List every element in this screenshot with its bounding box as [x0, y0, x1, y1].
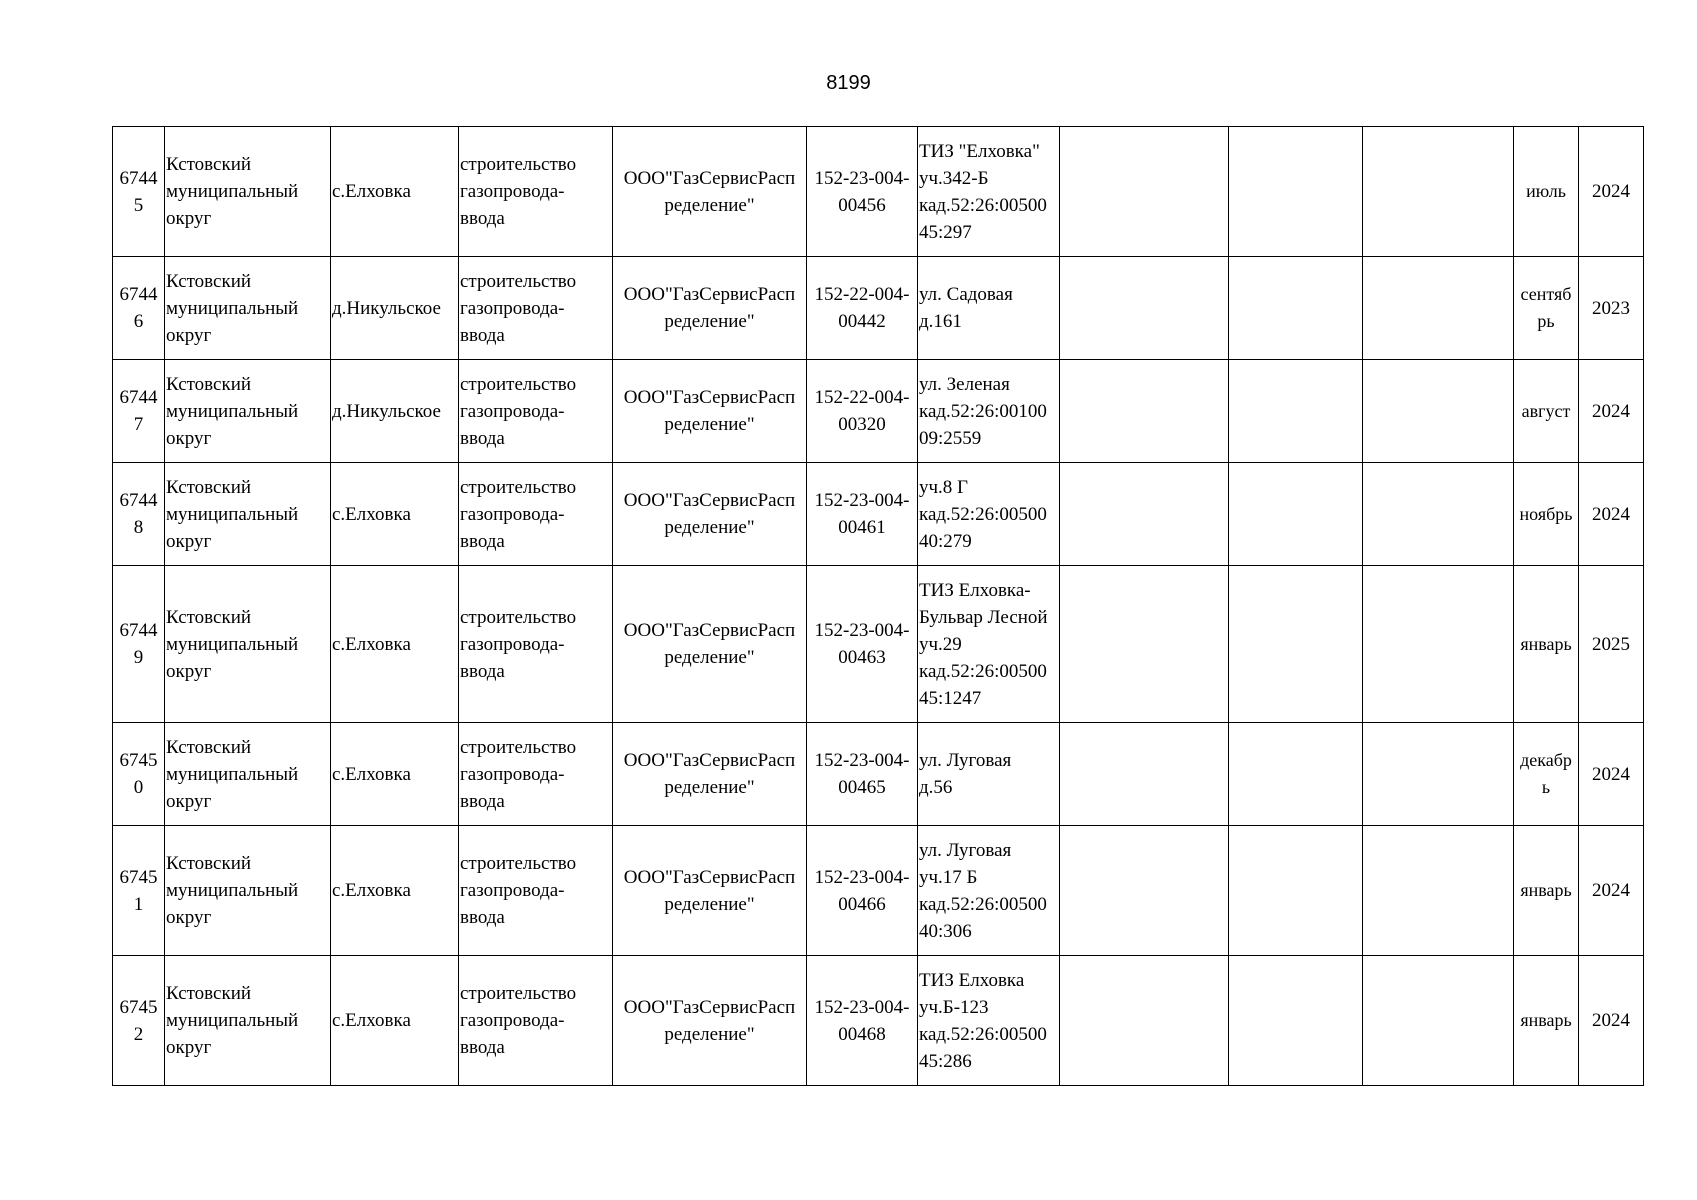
address-cell — [918, 463, 1060, 566]
work-type-line: строительство — [460, 736, 577, 758]
month-line: август — [1521, 400, 1571, 421]
year-cell: 2023 — [1579, 257, 1644, 360]
district-cell — [165, 826, 331, 956]
work-type-line: газопровода- — [460, 400, 565, 422]
month-line: январь — [1520, 633, 1572, 654]
work-type-line: газопровода- — [460, 503, 565, 525]
work-type-cell — [459, 463, 613, 566]
application-code-line: 00320 — [838, 414, 886, 435]
application-code-line: 152-23-004- — [814, 167, 910, 189]
application-code-line: 00468 — [838, 1023, 886, 1045]
settlement-cell: д.Никульское — [331, 360, 459, 463]
month-cell — [1514, 566, 1579, 723]
table-row — [113, 566, 1644, 723]
address-line: кад.52:26:00500 — [919, 893, 1047, 915]
settlement-cell: с.Елховка — [331, 127, 459, 257]
row-number-line: 6 — [133, 311, 144, 332]
application-code-cell — [807, 127, 918, 257]
empty-cell — [1363, 566, 1514, 723]
address-cell — [918, 257, 1060, 360]
empty-cell — [1363, 956, 1514, 1086]
organization-line: ООО"ГазСервисРасп — [623, 167, 796, 189]
address-line: ТИЗ Елховка — [919, 969, 1025, 991]
organization-line: ределение" — [664, 893, 755, 915]
application-code-line: 00465 — [838, 777, 886, 798]
row-number-cell — [113, 956, 165, 1086]
organization-cell — [613, 956, 807, 1086]
application-code-line: 00442 — [838, 311, 886, 332]
district-line: округ — [166, 208, 212, 229]
address-line: кад.52:26:00500 — [919, 194, 1047, 216]
empty-cell — [1060, 956, 1229, 1086]
row-number-line: 6744 — [119, 490, 158, 511]
settlement-cell: с.Елховка — [331, 956, 459, 1086]
district-cell — [165, 257, 331, 360]
year-cell: 2025 — [1579, 566, 1644, 723]
district-cell — [165, 127, 331, 257]
empty-cell — [1060, 127, 1229, 257]
empty-cell — [1363, 360, 1514, 463]
year-cell: 2024 — [1579, 956, 1644, 1086]
work-type-line: газопровода- — [460, 633, 565, 655]
district-line: муниципальный — [166, 297, 299, 319]
row-number-line: 6745 — [119, 750, 158, 771]
month-line: рь — [1537, 311, 1555, 331]
district-cell — [165, 463, 331, 566]
empty-cell — [1060, 257, 1229, 360]
organization-cell — [613, 826, 807, 956]
row-number-cell — [113, 257, 165, 360]
district-line: Кстовский — [166, 983, 252, 1004]
address-line: ул. Луговая — [919, 750, 1012, 771]
district-line: округ — [166, 324, 212, 346]
application-code-line: 152-23-004- — [814, 620, 910, 641]
month-cell — [1514, 723, 1579, 826]
organization-cell — [613, 566, 807, 723]
table-row — [113, 257, 1644, 360]
application-code-line: 152-22-004- — [814, 284, 910, 305]
work-type-line: ввода — [460, 427, 505, 449]
work-type-cell — [459, 566, 613, 723]
address-cell — [918, 723, 1060, 826]
work-type-line: газопровода- — [460, 1010, 565, 1031]
address-line: уч.342-Б — [919, 167, 989, 189]
district-cell — [165, 360, 331, 463]
row-number-line: 8 — [133, 517, 144, 538]
row-number-line: 6744 — [119, 387, 158, 408]
work-type-line: ввода — [460, 324, 505, 346]
application-code-cell — [807, 826, 918, 956]
address-cell — [918, 566, 1060, 723]
application-code-cell — [807, 463, 918, 566]
address-line: 40:279 — [919, 530, 972, 552]
work-type-cell — [459, 257, 613, 360]
month-cell — [1514, 463, 1579, 566]
row-number-cell — [113, 826, 165, 956]
row-number-line: 6744 — [119, 620, 158, 641]
empty-cell — [1363, 127, 1514, 257]
row-number-line: 2 — [133, 1023, 144, 1045]
month-cell — [1514, 956, 1579, 1086]
organization-line: ределение" — [664, 311, 755, 332]
district-line: муниципальный — [166, 880, 299, 901]
month-line: январь — [1520, 1010, 1572, 1030]
address-line: ТИЗ "Елховка" — [919, 140, 1040, 162]
district-line: муниципальный — [166, 181, 299, 202]
address-line: кад.52:26:00100 — [919, 400, 1047, 422]
address-line: кад.52:26:00500 — [919, 1023, 1047, 1045]
district-line: муниципальный — [166, 503, 299, 525]
organization-line: ределение" — [664, 1023, 755, 1045]
settlement-cell: с.Елховка — [331, 463, 459, 566]
organization-cell — [613, 360, 807, 463]
organization-line: ООО"ГазСервисРасп — [623, 750, 796, 771]
table-row — [113, 826, 1644, 956]
table-row — [113, 956, 1644, 1086]
empty-cell — [1363, 723, 1514, 826]
row-number-cell — [113, 723, 165, 826]
table-row — [113, 127, 1644, 257]
district-cell — [165, 566, 331, 723]
month-cell — [1514, 127, 1579, 257]
organization-cell — [613, 463, 807, 566]
empty-cell — [1229, 956, 1363, 1086]
row-number-cell — [113, 360, 165, 463]
empty-cell — [1363, 257, 1514, 360]
organization-line: ООО"ГазСервисРасп — [623, 866, 796, 888]
work-type-line: газопровода- — [460, 763, 565, 785]
application-code-line: 152-23-004- — [814, 866, 910, 888]
work-type-line: строительство — [460, 606, 577, 628]
empty-cell — [1363, 463, 1514, 566]
empty-cell — [1229, 723, 1363, 826]
row-number-line: 5 — [133, 194, 144, 216]
district-cell — [165, 956, 331, 1086]
address-line: д.56 — [919, 777, 953, 798]
application-code-line: 00456 — [838, 194, 886, 216]
address-line: ул. Зеленая — [919, 373, 1010, 395]
district-line: округ — [166, 1037, 212, 1058]
row-number-line: 6745 — [119, 866, 158, 888]
empty-cell — [1229, 127, 1363, 257]
month-cell — [1514, 360, 1579, 463]
address-cell — [918, 360, 1060, 463]
application-code-cell — [807, 723, 918, 826]
row-number-line: 1 — [133, 893, 144, 915]
address-line: уч.17 Б — [919, 866, 978, 888]
address-line: ТИЗ Елховка- — [919, 579, 1031, 601]
address-line: 09:2559 — [919, 427, 982, 449]
work-type-cell — [459, 360, 613, 463]
page-number: 8199 — [826, 72, 871, 94]
address-line: кад.52:26:00500 — [919, 660, 1047, 682]
year-cell: 2024 — [1579, 826, 1644, 956]
district-line: округ — [166, 660, 212, 682]
empty-cell — [1060, 360, 1229, 463]
district-line: округ — [166, 530, 212, 552]
table-row — [113, 360, 1644, 463]
address-cell — [918, 956, 1060, 1086]
application-code-line: 00466 — [838, 893, 886, 915]
month-line: декабр — [1520, 750, 1572, 770]
month-line: сентяб — [1520, 284, 1572, 304]
empty-cell — [1060, 566, 1229, 723]
organization-line: ределение" — [664, 647, 755, 668]
empty-cell — [1229, 257, 1363, 360]
empty-cell — [1229, 360, 1363, 463]
work-type-line: газопровода- — [460, 181, 565, 202]
organization-cell — [613, 127, 807, 257]
district-line: муниципальный — [166, 1010, 299, 1031]
district-line: округ — [166, 907, 212, 928]
empty-cell — [1229, 826, 1363, 956]
address-line: ул. Луговая — [919, 839, 1012, 861]
work-type-line: строительство — [460, 476, 577, 498]
organization-line: ООО"ГазСервисРасп — [623, 284, 796, 305]
address-line: уч.29 — [919, 633, 962, 655]
work-type-cell — [459, 127, 613, 257]
gasification-registry-table — [112, 126, 1644, 1086]
application-code-cell — [807, 956, 918, 1086]
settlement-cell: с.Елховка — [331, 723, 459, 826]
organization-line: ООО"ГазСервисРасп — [623, 620, 796, 641]
work-type-line: ввода — [460, 790, 505, 812]
application-code-cell — [807, 360, 918, 463]
month-line: ноябрь — [1519, 503, 1573, 524]
work-type-line: строительство — [460, 983, 577, 1004]
year-cell: 2024 — [1579, 723, 1644, 826]
address-line: кад.52:26:00500 — [919, 503, 1047, 525]
row-number-line: 6744 — [119, 167, 158, 189]
district-line: Кстовский — [166, 606, 252, 628]
empty-cell — [1363, 826, 1514, 956]
organization-line: ределение" — [664, 194, 755, 216]
district-line: Кстовский — [166, 476, 252, 498]
district-line: Кстовский — [166, 373, 252, 395]
month-cell — [1514, 826, 1579, 956]
address-cell — [918, 127, 1060, 257]
application-code-line: 152-23-004- — [814, 996, 910, 1018]
organization-line: ределение" — [664, 777, 755, 798]
work-type-cell — [459, 723, 613, 826]
settlement-cell: с.Елховка — [331, 566, 459, 723]
district-line: Кстовский — [166, 154, 252, 175]
work-type-cell — [459, 826, 613, 956]
work-type-line: ввода — [460, 907, 505, 928]
work-type-line: газопровода- — [460, 297, 565, 319]
organization-line: ООО"ГазСервисРасп — [623, 387, 796, 408]
organization-cell — [613, 723, 807, 826]
year-cell: 2024 — [1579, 360, 1644, 463]
work-type-line: ввода — [460, 208, 505, 229]
address-line: 45:1247 — [919, 687, 982, 709]
empty-cell — [1060, 826, 1229, 956]
work-type-line: строительство — [460, 853, 577, 874]
district-line: Кстовский — [166, 853, 252, 874]
table-row — [113, 463, 1644, 566]
month-line: январь — [1520, 880, 1572, 900]
work-type-line: строительство — [460, 270, 577, 292]
empty-cell — [1229, 463, 1363, 566]
district-line: Кстовский — [166, 736, 252, 758]
application-code-line: 152-23-004- — [814, 750, 910, 771]
address-line: уч.Б-123 — [919, 996, 989, 1018]
work-type-line: газопровода- — [460, 880, 565, 901]
table-row — [113, 723, 1644, 826]
month-line: ь — [1541, 777, 1551, 797]
row-number-line: 6745 — [119, 996, 158, 1018]
work-type-line: ввода — [460, 660, 505, 682]
work-type-cell — [459, 956, 613, 1086]
district-line: муниципальный — [166, 633, 299, 655]
year-cell: 2024 — [1579, 463, 1644, 566]
row-number-line: 7 — [133, 414, 144, 435]
organization-cell — [613, 257, 807, 360]
application-code-line: 152-23-004- — [814, 490, 910, 511]
address-line: уч.8 Г — [919, 476, 969, 498]
empty-cell — [1229, 566, 1363, 723]
row-number-line: 0 — [133, 777, 144, 798]
work-type-line: строительство — [460, 154, 577, 175]
application-code-line: 00461 — [838, 517, 886, 538]
work-type-line: строительство — [460, 373, 577, 395]
row-number-line: 6744 — [119, 284, 158, 305]
district-line: Кстовский — [166, 270, 252, 292]
address-cell — [918, 826, 1060, 956]
empty-cell — [1060, 723, 1229, 826]
year-cell: 2024 — [1579, 127, 1644, 257]
district-line: муниципальный — [166, 763, 299, 785]
work-type-line: ввода — [460, 1037, 505, 1058]
organization-line: ООО"ГазСервисРасп — [623, 996, 796, 1018]
address-line: д.161 — [919, 311, 962, 332]
application-code-cell — [807, 566, 918, 723]
application-code-line: 152-22-004- — [814, 387, 910, 408]
address-line: 45:286 — [919, 1050, 972, 1072]
application-code-cell — [807, 257, 918, 360]
table-body — [113, 127, 1644, 1086]
organization-line: ределение" — [664, 414, 755, 435]
district-line: округ — [166, 790, 212, 812]
work-type-line: ввода — [460, 530, 505, 552]
address-line: ул. Садовая — [919, 284, 1013, 305]
row-number-cell — [113, 566, 165, 723]
district-cell — [165, 723, 331, 826]
application-code-line: 00463 — [838, 647, 886, 668]
settlement-cell: с.Елховка — [331, 826, 459, 956]
settlement-cell: д.Никульское — [331, 257, 459, 360]
district-line: муниципальный — [166, 400, 299, 422]
district-line: округ — [166, 427, 212, 449]
address-line: Бульвар Лесной — [919, 606, 1048, 628]
row-number-line: 9 — [133, 647, 144, 668]
row-number-cell — [113, 463, 165, 566]
row-number-cell — [113, 127, 165, 257]
organization-line: ределение" — [664, 517, 755, 538]
organization-line: ООО"ГазСервисРасп — [623, 490, 796, 511]
month-cell — [1514, 257, 1579, 360]
empty-cell — [1060, 463, 1229, 566]
address-line: 45:297 — [919, 221, 972, 243]
address-line: 40:306 — [919, 920, 972, 942]
month-line: июль — [1526, 181, 1566, 201]
